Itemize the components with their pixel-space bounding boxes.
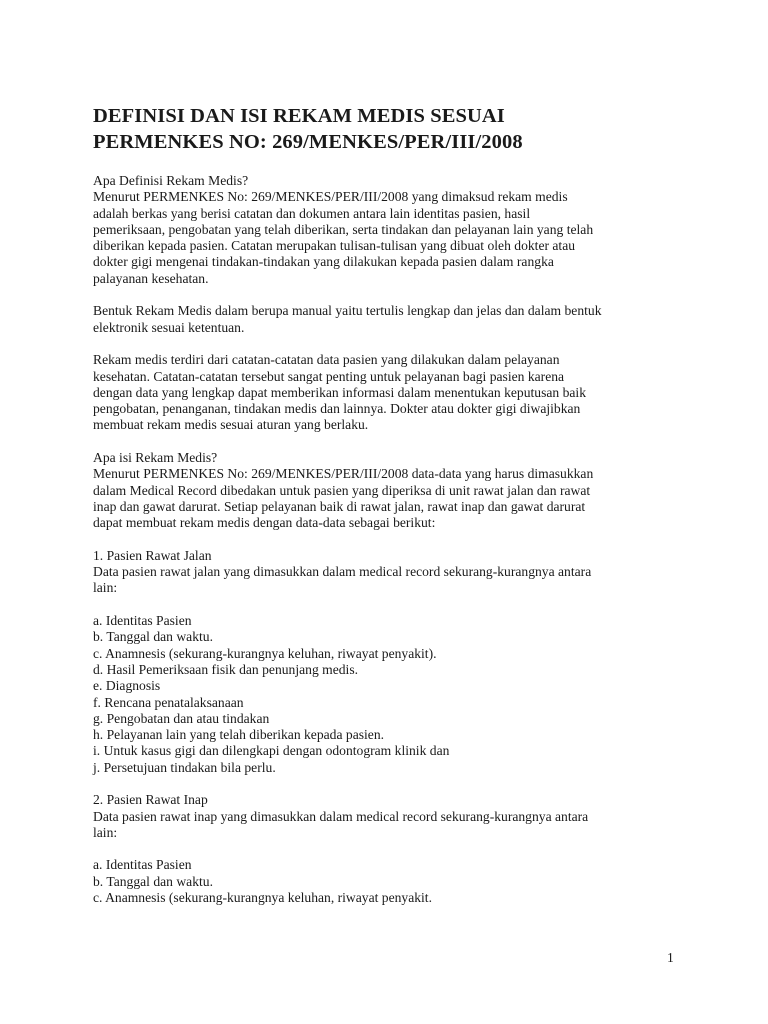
text-line: Bentuk Rekam Medis dalam berupa manual yaitu tertulis lengkap dan jelas dan dalam bentuk [93, 303, 602, 319]
text-line: 1. Pasien Rawat Jalan [93, 547, 212, 563]
text-line: membuat rekam medis sesuai aturan yang berlaku. [93, 417, 369, 433]
text-line: a. Identitas Pasien [93, 613, 192, 629]
text-line: Rekam medis terdiri dari catatan-catatan data pasien yang dilakukan dalam pelayanan [93, 352, 560, 368]
text-line: kesehatan. Catatan-catatan tersebut sangat penting untuk pelayanan bagi pasien karena [93, 368, 565, 384]
paragraph [93, 857, 683, 906]
text-line: e. Diagnosis [93, 678, 161, 694]
text-line: c. Anamnesis (sekurang-kurangnya keluhan, riwayat penyakit. [93, 890, 432, 906]
document-title [93, 103, 683, 155]
text-line: d. Hasil Pemeriksaan fisik dan penunjang medis. [93, 661, 359, 677]
text-line: diberikan kepada pasien. Catatan merupakan tulisan-tulisan yang dibuat oleh dokter atau [93, 238, 576, 254]
text-line: b. Tanggal dan waktu. [93, 873, 213, 889]
paragraph [93, 450, 683, 531]
text-line: Menurut PERMENKES No: 269/MENKES/PER/III/2008 yang dimaksud rekam medis [93, 189, 568, 205]
text-line: Data pasien rawat jalan yang dimasukkan dalam medical record sekurang-kurangnya antara [93, 564, 592, 580]
page-number: 1 [667, 950, 674, 965]
text-line: c. Anamnesis (sekurang-kurangnya keluhan, riwayat penyakit). [93, 645, 437, 661]
document-body [93, 173, 683, 906]
paragraph [93, 303, 683, 336]
text-line: lain: [93, 580, 118, 596]
title-line: DEFINISI DAN ISI REKAM MEDIS SESUAI [93, 105, 505, 127]
paragraph [93, 352, 683, 433]
text-line: f. Rencana penatalaksanaan [93, 694, 244, 710]
text-line: dapat membuat rekam medis dengan data-data sebagai berikut: [93, 515, 436, 531]
text-line: b. Tanggal dan waktu. [93, 629, 213, 645]
text-line: Apa Definisi Rekam Medis? [93, 173, 249, 188]
paragraph [93, 548, 683, 597]
text-line: h. Pelayanan lain yang telah diberikan kepada pasien. [93, 727, 385, 743]
text-line: Menurut PERMENKES No: 269/MENKES/PER/III/2008 data-data yang harus dimasukkan [93, 466, 594, 482]
text-line: i. Untuk kasus gigi dan dilengkapi dengan odontogram klinik dan [93, 743, 450, 759]
text-line: dengan data yang lengkap dapat memberikan informasi dalam menentukan keputusan baik [93, 384, 586, 400]
text-line: elektronik sesuai ketentuan. [93, 319, 245, 335]
text-line: 2. Pasien Rawat Inap [93, 792, 208, 808]
paragraph [93, 613, 683, 776]
text-line: j. Persetujuan tindakan bila perlu. [93, 759, 276, 775]
text-line: palayanan kesehatan. [93, 270, 209, 286]
text-line: a. Identitas Pasien [93, 857, 192, 873]
text-line: g. Pengobatan dan atau tindakan [93, 710, 270, 726]
text-line: pengobatan, penanganan, tindakan medis dan lainnya. Dokter atau dokter gigi diwajibkan [93, 401, 581, 417]
text-line: lain: [93, 824, 118, 840]
text-line: adalah berkas yang berisi catatan dan dokumen antara lain identitas pasien, hasil [93, 205, 531, 221]
text-line: Apa isi Rekam Medis? [93, 450, 218, 466]
text-line: Data pasien rawat inap yang dimasukkan dalam medical record sekurang-kurangnya antara [93, 808, 589, 824]
text-line: pemeriksaan, pengobatan yang telah diberikan, serta tindakan dan pelayanan lain yang telah [93, 221, 594, 237]
text-line: dalam Medical Record dibedakan untuk pasien yang diperiksa di unit rawat jalan dan rawat [93, 482, 591, 498]
text-line: inap dan gawat darurat. Setiap pelayanan baik di rawat jalan, rawat inap dan gawat darurat [93, 498, 586, 514]
title-line: PERMENKES NO: 269/MENKES/PER/III/2008 [93, 131, 523, 153]
paragraph [93, 173, 683, 287]
text-line: dokter gigi mengenai tindakan-tindakan yang dilakukan kepada pasien dalam rangka [93, 254, 554, 270]
paragraph [93, 792, 683, 841]
document-content [93, 103, 683, 906]
